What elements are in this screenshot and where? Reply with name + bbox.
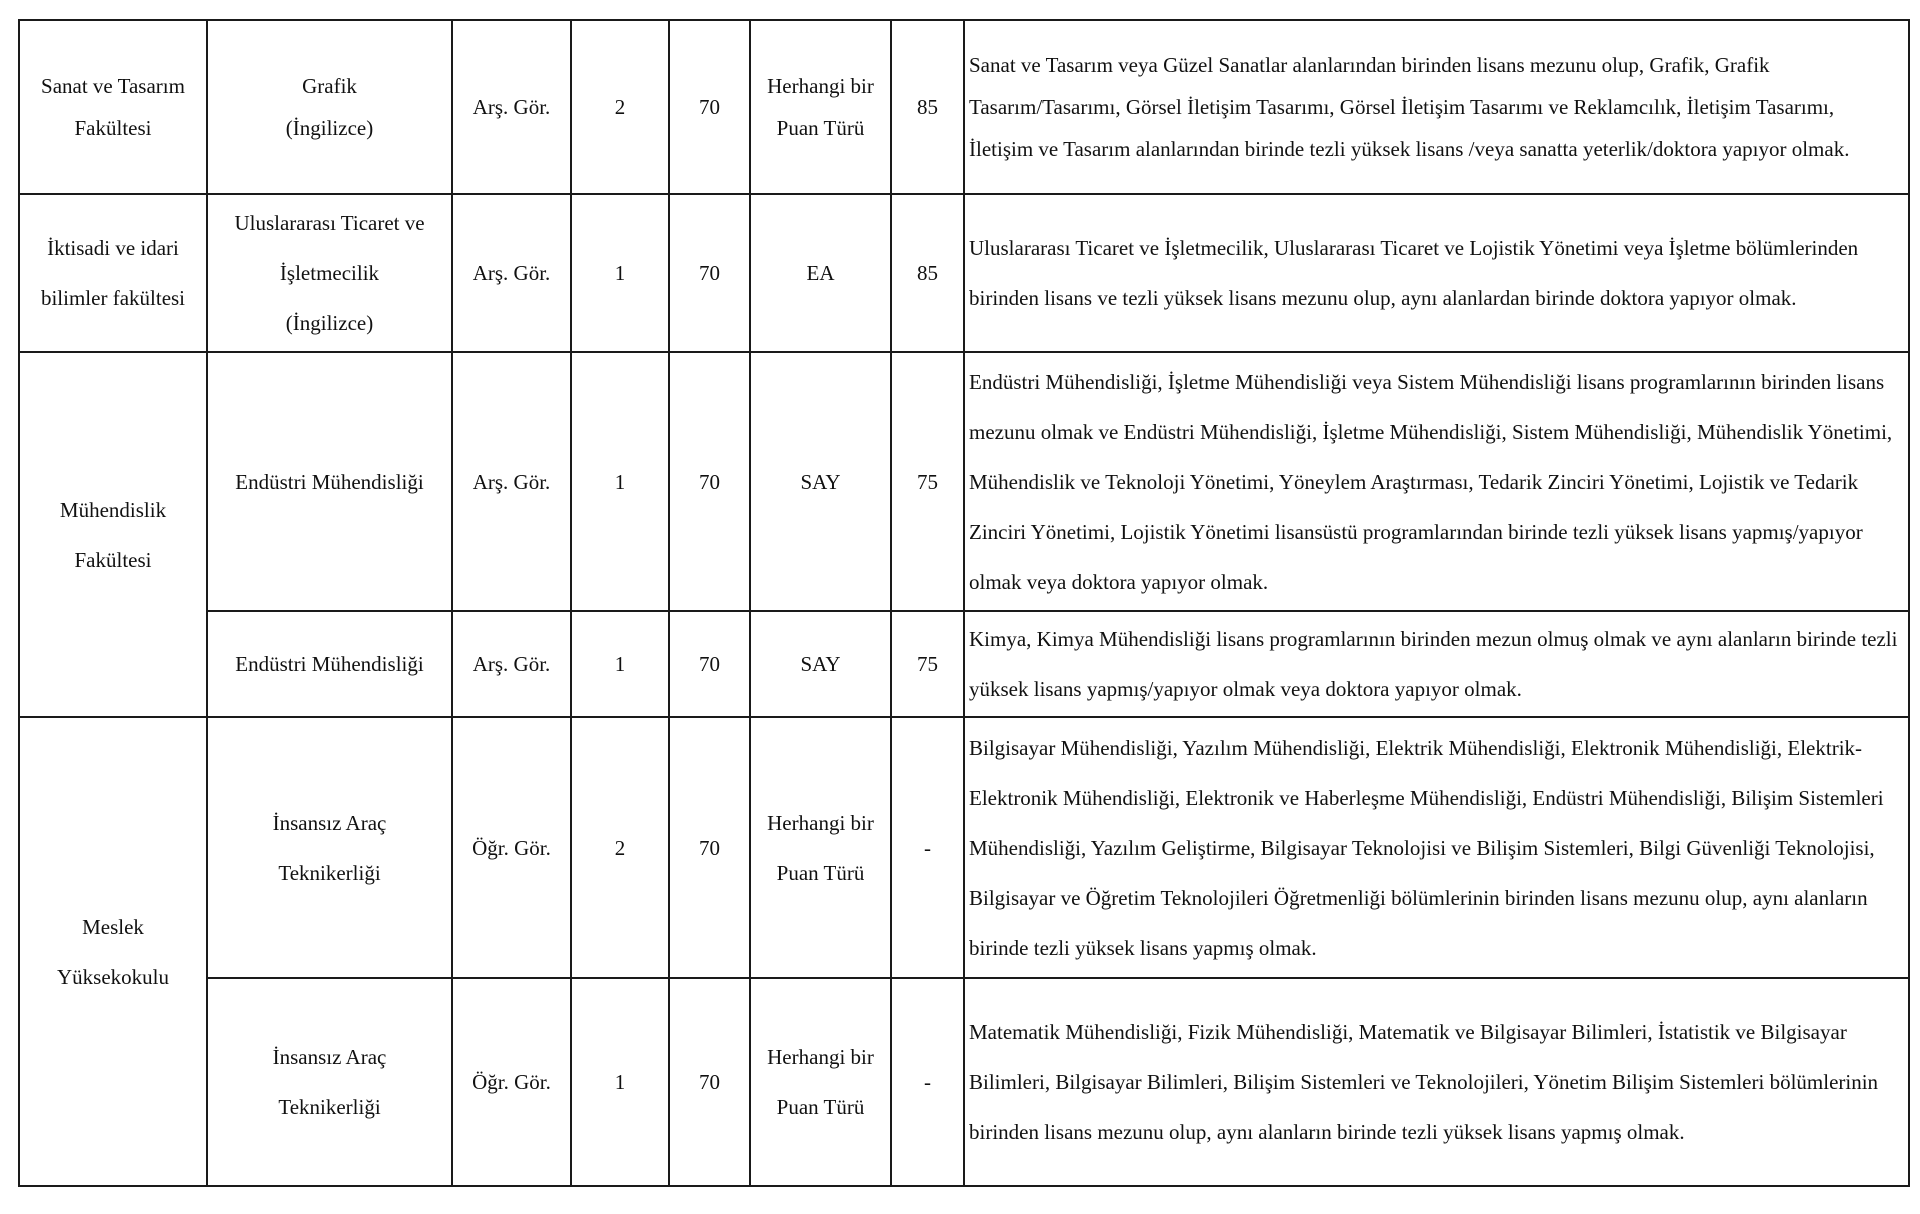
faculty-line: Meslek <box>82 914 144 939</box>
count-cell: 1 <box>571 611 669 717</box>
faculty-line: Sanat ve Tasarım <box>41 74 185 98</box>
requirements-cell: Sanat ve Tasarım veya Güzel Sanatlar alanlarından birinden lisans mezunu olup, Grafik, Grafik Tasarım/Tasarımı, Görsel İletişim Tasarımı, Görsel İletişim Tasarımı ve Reklamcılık, İletişim Tasarımı, İletişim ve Tasarım alanlarından birinde tezli yüksek lisans /veya sanatta yeterlik/doktora yapıyor olmak. <box>964 20 1909 194</box>
score-type-cell <box>750 20 891 194</box>
table-row <box>19 717 1909 978</box>
program-line: Teknikerliği <box>278 860 381 885</box>
score-type-line: Herhangi bir <box>767 74 874 98</box>
faculty-cell <box>19 352 207 717</box>
count-cell: 1 <box>571 194 669 352</box>
program-line: İşletmecilik <box>279 261 380 285</box>
requirements-cell: Uluslararası Ticaret ve İşletmecilik, Uluslararası Ticaret ve Lojistik Yönetimi veya İşletme bölümlerinden birinden lisans ve tezli yüksek lisans mezunu olup, aynı alanlardan birinde doktora yapıyor olmak. <box>964 194 1909 352</box>
table-row <box>19 352 1909 611</box>
language-cell: 75 <box>891 611 964 717</box>
faculty-cell <box>19 194 207 352</box>
requirements-cell: Bilgisayar Mühendisliği, Yazılım Mühendisliği, Elektrik Mühendisliği, Elektronik Mühendisliği, Elektrik- Elektronik Mühendisliği, Elektronik ve Haberleşme Mühendisliği, Endüstri Mühendisliği, Bilişim Sistemleri Mühendisliği, Yazılım Geliştirme, Bilgisayar Teknolojisi ve Bilişim Sistemleri, Bilgi Güvenliği Teknolojisi, Bilgisayar ve Öğretim Teknolojileri Öğretmenliği bölümlerinin birinden lisans mezunu olup, aynı alanların birinde tezli yüksek lisans yapmış olmak. <box>964 717 1909 978</box>
faculty-line: Fakültesi <box>74 547 152 572</box>
table-row <box>19 611 1909 717</box>
faculty-cell <box>19 20 207 194</box>
count-cell: 1 <box>571 978 669 1186</box>
title-cell: Arş. Gör. <box>452 352 571 611</box>
score-type-line: Puan Türü <box>776 1095 865 1119</box>
program-line: İnsansız Araç <box>272 1045 387 1069</box>
ales-cell: 70 <box>669 611 750 717</box>
score-type-line: Puan Türü <box>776 860 865 885</box>
count-cell: 2 <box>571 20 669 194</box>
score-type-line: Herhangi bir <box>767 1045 874 1069</box>
faculty-line: bilimler fakültesi <box>40 286 186 310</box>
title-cell: Arş. Gör. <box>452 194 571 352</box>
table-row <box>19 20 1909 194</box>
program-line: (İngilizce) <box>285 116 374 140</box>
faculty-line: Yüksekokulu <box>57 964 169 989</box>
score-type-cell <box>750 978 891 1186</box>
program-line: (İngilizce) <box>285 311 374 335</box>
table-row <box>19 978 1909 1186</box>
program-line: Teknikerliği <box>278 1095 381 1119</box>
faculty-line: Fakültesi <box>74 116 152 140</box>
language-cell: 85 <box>891 20 964 194</box>
program-line: İnsansız Araç <box>272 810 387 835</box>
requirements-cell: Matematik Mühendisliği, Fizik Mühendisliği, Matematik ve Bilgisayar Bilimleri, İstatistik ve Bilgisayar Bilimleri, Bilgisayar Bilimleri, Bilişim Sistemleri ve Teknolojileri, Yönetim Bilişim Sistemleri bölümlerinin birinden lisans mezunu olup, aynı alanların birinde tezli yüksek lisans yapmış olmak. <box>964 978 1909 1186</box>
ales-cell: 70 <box>669 352 750 611</box>
score-type-line: Puan Türü <box>776 116 865 140</box>
program-cell: Endüstri Mühendisliği <box>207 611 452 717</box>
ales-cell: 70 <box>669 978 750 1186</box>
program-cell: Endüstri Mühendisliği <box>207 352 452 611</box>
score-type-cell <box>750 717 891 978</box>
requirements-cell: Endüstri Mühendisliği, İşletme Mühendisliği veya Sistem Mühendisliği lisans programlarının birinden lisans mezunu olmak ve Endüstri Mühendisliği, İşletme Mühendisliği, Sistem Mühendisliği, Mühendislik Yönetimi, Mühendislik ve Teknoloji Yönetimi, Yöneylem Araştırması, Tedarik Zinciri Yönetimi, Lojistik ve Tedarik Zinciri Yönetimi, Lojistik Yönetimi lisansüstü programlarından birinde tezli yüksek lisans yapmış/yapıyor olmak veya doktora yapıyor olmak. <box>964 352 1909 611</box>
score-type-cell: SAY <box>750 352 891 611</box>
ales-cell: 70 <box>669 717 750 978</box>
program-line: Uluslararası Ticaret ve <box>234 211 425 235</box>
faculty-line: Mühendislik <box>59 497 167 522</box>
score-type-line: Herhangi bir <box>767 810 874 835</box>
table-row <box>19 194 1909 352</box>
ales-cell: 70 <box>669 194 750 352</box>
program-cell <box>207 194 452 352</box>
language-cell: - <box>891 717 964 978</box>
program-cell <box>207 717 452 978</box>
program-line: Grafik <box>302 74 357 98</box>
title-cell: Öğr. Gör. <box>452 978 571 1186</box>
title-cell: Öğr. Gör. <box>452 717 571 978</box>
ales-cell: 70 <box>669 20 750 194</box>
faculty-cell <box>19 717 207 1186</box>
count-cell: 2 <box>571 717 669 978</box>
faculty-line: İktisadi ve idari <box>47 236 179 260</box>
program-cell <box>207 978 452 1186</box>
positions-table <box>18 19 1910 1187</box>
language-cell: 85 <box>891 194 964 352</box>
title-cell: Arş. Gör. <box>452 611 571 717</box>
language-cell: - <box>891 978 964 1186</box>
requirements-cell: Kimya, Kimya Mühendisliği lisans programlarının birinden mezun olmuş olmak ve aynı alanların birinde tezli yüksek lisans yapmış/yapıyor olmak veya doktora yapıyor olmak. <box>964 611 1909 717</box>
title-cell: Arş. Gör. <box>452 20 571 194</box>
language-cell: 75 <box>891 352 964 611</box>
score-type-cell: SAY <box>750 611 891 717</box>
count-cell: 1 <box>571 352 669 611</box>
score-type-cell: EA <box>750 194 891 352</box>
program-cell <box>207 20 452 194</box>
